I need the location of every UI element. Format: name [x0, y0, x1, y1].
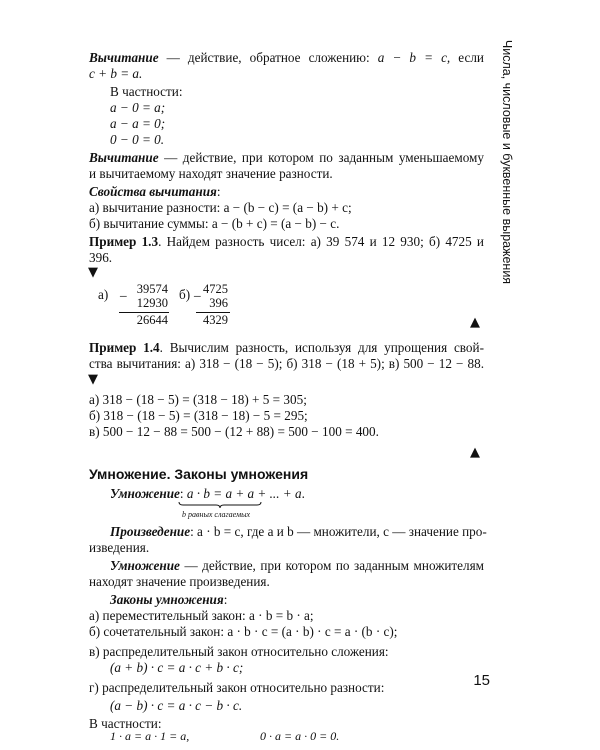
- solution-end-icon: ▲: [470, 315, 480, 330]
- case-line: 0 · a = a · 0 = 0.: [260, 729, 340, 743]
- law-c: в) распределительный закон относительно сложения:: [89, 644, 389, 659]
- column-a-result: 26644: [136, 313, 168, 327]
- column-b-minuend: 4725: [203, 282, 228, 296]
- product-definition: Произведение: a · b = c, где a и b — множители, c — значение про-: [110, 524, 487, 539]
- underbrace-icon: [178, 501, 262, 509]
- case-line: a − a = 0;: [110, 116, 166, 131]
- properties-heading: Свойства вычитания:: [89, 184, 221, 199]
- column-a-subtrahend: 12930: [136, 296, 168, 310]
- law-a: а) переместительный закон: a · b = b · a;: [89, 608, 314, 623]
- term-subtraction: Вычитание: [89, 150, 159, 165]
- page-number: 15: [473, 672, 490, 689]
- subtraction-definition-cont: c + b = a.: [89, 66, 143, 81]
- multiplication-definition-2: Умножение — действие, при котором по заданным множителям: [110, 558, 484, 573]
- product-definition-cont: изведения.: [89, 540, 150, 555]
- term-multiplication: Умножение: [110, 486, 180, 501]
- law-b: б) сочетательный закон: a · b · c = (a · b) · c = a · (b · c);: [89, 624, 398, 639]
- subtraction-definition-2: Вычитание — действие, при котором по заданным уменьшаемому: [89, 150, 484, 165]
- minus-sign: _: [194, 283, 201, 298]
- term-multiplication: Умножение: [110, 558, 180, 573]
- solution-step: в) 500 − 12 − 88 = 500 − (12 + 88) = 500 − 100 = 400.: [89, 424, 379, 439]
- multiplication-definition: Умножение: a · b = a + a + ... + a.: [110, 486, 305, 501]
- column-b-subtrahend: 396: [209, 296, 228, 310]
- laws-heading: Законы умножения:: [110, 592, 228, 607]
- solution-step: б) 318 − (18 − 5) = (318 − 18) − 5 = 295;: [89, 408, 308, 423]
- example-1-3: Пример 1.3. Найдем разность чисел: а) 39 574 и 12 930; б) 4725 и: [89, 234, 484, 249]
- example-1-3-cont: 396.: [89, 250, 113, 265]
- solution-start-icon: ▼: [88, 265, 98, 280]
- example-1-4: Пример 1.4. Вычислим разность, используя для упрощения свой-: [89, 340, 484, 355]
- brace-note: b равных слагаемых: [182, 510, 251, 519]
- law-d: г) распределительный закон относительно разности:: [89, 680, 385, 695]
- formula: a − b = c,: [377, 50, 451, 65]
- example-label: Пример 1.3: [89, 234, 159, 249]
- column-b-label: б): [179, 287, 191, 302]
- property-b: б) вычитание суммы: a − (b + c) = (a − b) − c.: [89, 216, 340, 231]
- law-d-formula: (a − b) · c = a · c − b · c.: [110, 698, 243, 713]
- minus-sign: _: [120, 283, 127, 298]
- column-a-label: а): [98, 287, 109, 302]
- subtraction-definition: Вычитание — действие, обратное сложению: a − b = c, если: [89, 50, 484, 65]
- particular-heading: В частности:: [89, 716, 162, 731]
- multiplication-definition-2-cont: находят значение произведения.: [89, 574, 270, 589]
- repeated-sum: a + a + ... + a: [225, 486, 302, 501]
- case-line: a − 0 = a;: [110, 100, 166, 115]
- column-a-minuend: 39574: [136, 282, 168, 296]
- term-subtraction: Вычитание: [89, 50, 159, 65]
- case-line: 1 · a = a · 1 = a,: [110, 729, 190, 743]
- example-1-4-cont: ства вычитания: а) 318 − (18 − 5); б) 318 − (18 + 5); в) 500 − 12 − 88.: [89, 356, 484, 371]
- property-a: а) вычитание разности: a − (b − c) = (a − b) + c;: [89, 200, 352, 215]
- case-line: 0 − 0 = 0.: [110, 132, 165, 147]
- law-c-formula: (a + b) · c = a · c + b · c;: [110, 660, 244, 675]
- column-b-result: 4329: [203, 313, 228, 327]
- subtraction-definition-2-cont: и вычитаемому находят значение разности.: [89, 166, 333, 181]
- section-heading: Умножение. Законы умножения: [89, 466, 309, 482]
- particular-heading: В частности:: [110, 84, 183, 99]
- side-tab-title: Числа, числовые и буквенные выражения: [500, 39, 514, 285]
- term-product: Произведение: [110, 524, 191, 539]
- solution-start-icon: ▼: [88, 372, 98, 387]
- solution-end-icon: ▲: [470, 445, 480, 460]
- example-label: Пример 1.4: [89, 340, 160, 355]
- solution-step: а) 318 − (18 − 5) = (318 − 18) + 5 = 305;: [89, 392, 307, 407]
